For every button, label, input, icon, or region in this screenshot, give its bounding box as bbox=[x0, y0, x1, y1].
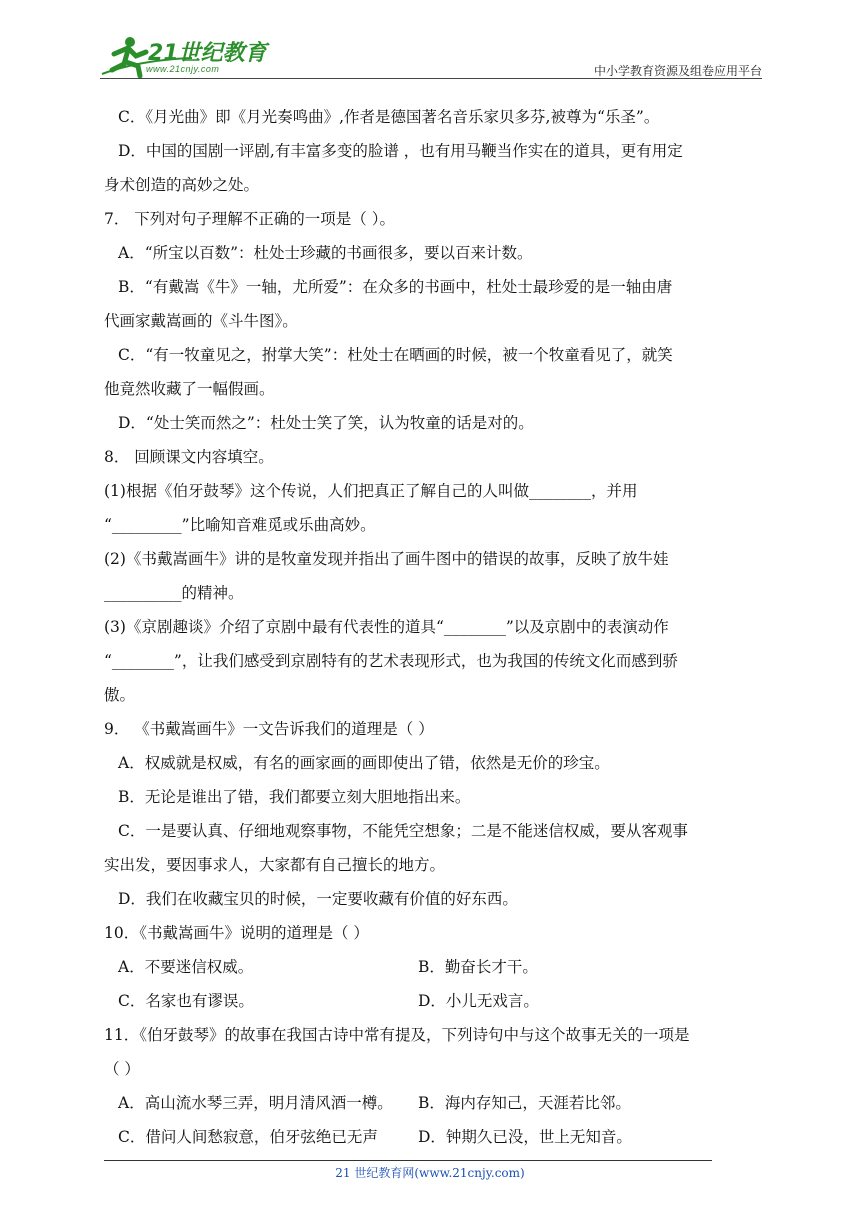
option-text: C．借问人间愁寂意，伯牙弦绝已无声 bbox=[118, 1128, 378, 1146]
logo-url: www.21cnjy.com bbox=[146, 64, 220, 74]
option-text: B．勤奋长才干。 bbox=[418, 958, 538, 976]
header-divider bbox=[100, 78, 762, 79]
option-text: B．海内存知己，天涯若比邻。 bbox=[418, 1094, 631, 1112]
text-line: “________”，让我们感受到京剧特有的艺术表现形式，也为我国的传统文化而感到骄 bbox=[104, 652, 678, 670]
option-row bbox=[104, 1120, 766, 1154]
document-body bbox=[104, 100, 766, 1154]
page-footer: 21 世纪教育网(www.21cnjy.com) bbox=[335, 1166, 525, 1180]
text-line: (2)《书戴嵩画牛》讲的是牧童发现并指出了画牛图中的错误的故事，反映了放牛娃 bbox=[104, 550, 669, 568]
text-line: C．《月光曲》即《月光奏鸣曲》,作者是德国著名音乐家贝多芬,被尊为“乐圣”。 bbox=[118, 108, 660, 126]
text-line: 8． 回顾课文内容填空。 bbox=[104, 448, 274, 466]
text-line: C．一是要认真、仔细地观察事物，不能凭空想象；二是不能迷信权威，要从客观事 bbox=[118, 822, 688, 840]
site-logo bbox=[100, 34, 270, 80]
text-line: A．“所宝以百数”：杜处士珍藏的书画很多，要以百来计数。 bbox=[118, 244, 533, 262]
option-text: D．钟期久已没，世上无知音。 bbox=[418, 1128, 632, 1146]
footer-divider bbox=[104, 1160, 712, 1161]
text-line: （ ） bbox=[104, 1060, 140, 1078]
text-line: (1)根据《伯牙鼓琴》这个传说，人们把真正了解自己的人叫做________，并用 bbox=[104, 482, 638, 500]
text-line: 代画家戴嵩画的《斗牛图》。 bbox=[104, 312, 298, 330]
text-line: “_________”比喻知音难觅或乐曲高妙。 bbox=[104, 516, 376, 534]
text-line: D．“处士笑而然之”：杜处士笑了笑，认为牧童的话是对的。 bbox=[118, 414, 534, 432]
option-row bbox=[104, 984, 766, 1018]
option-text: A．高山流水琴三弄，明月清风酒一樽。 bbox=[118, 1094, 393, 1112]
text-line: D．中国的国剧一评剧,有丰富多变的脸谱 ，也有用马鞭当作实在的道具，更有用定 bbox=[118, 142, 683, 160]
text-line: 傲。 bbox=[104, 686, 136, 704]
text-line: 11．《伯牙鼓琴》的故事在我国古诗中常有提及，下列诗句中与这个故事无关的一项是 bbox=[104, 1026, 690, 1044]
svg-text:21世纪教育: 21世纪教育 bbox=[148, 41, 267, 66]
text-line: C．“有一牧童见之，拊掌大笑”：杜处士在晒画的时候，被一个牧童看见了，就笑 bbox=[118, 346, 673, 364]
text-line: 实出发，要因事求人，大家都有自己擅长的地方。 bbox=[104, 856, 446, 874]
page-header bbox=[100, 34, 762, 82]
option-text: D．小儿无戏言。 bbox=[418, 992, 539, 1010]
text-line: 9． 《书戴嵩画牛》一文告诉我们的道理是（ ） bbox=[104, 720, 434, 738]
option-text: A．不要迷信权威。 bbox=[118, 958, 254, 976]
text-line: B．无论是谁出了错，我们都要立刻大胆地指出来。 bbox=[118, 788, 471, 806]
text-line: (3)《京剧趣谈》介绍了京剧中最有代表性的道具“________”以及京剧中的表演动作 bbox=[104, 618, 669, 636]
text-line: B．“有戴嵩《牛》一轴，尤所爱”：在众多的书画中，杜处士最珍爱的是一轴由唐 bbox=[118, 278, 673, 296]
option-row bbox=[104, 1086, 766, 1120]
text-line: 身术创造的高妙之处。 bbox=[104, 176, 260, 194]
text-line: A．权威就是权威，有名的画家画的画即使出了错，依然是无价的珍宝。 bbox=[118, 754, 610, 772]
text-line: 7． 下列对句子理解不正确的一项是（ ）。 bbox=[104, 210, 395, 228]
text-line: __________的精神。 bbox=[104, 584, 244, 602]
platform-name: 中小学教育资源及组卷应用平台 bbox=[593, 64, 762, 78]
text-line: 10．《书戴嵩画牛》说明的道理是（ ） bbox=[104, 924, 369, 942]
option-text: C．名家也有谬误。 bbox=[118, 992, 254, 1010]
text-line: 他竟然收藏了一幅假画。 bbox=[104, 380, 275, 398]
option-row bbox=[104, 950, 766, 984]
text-line: D．我们在收藏宝贝的时候，一定要收藏有价值的好东西。 bbox=[118, 890, 518, 908]
